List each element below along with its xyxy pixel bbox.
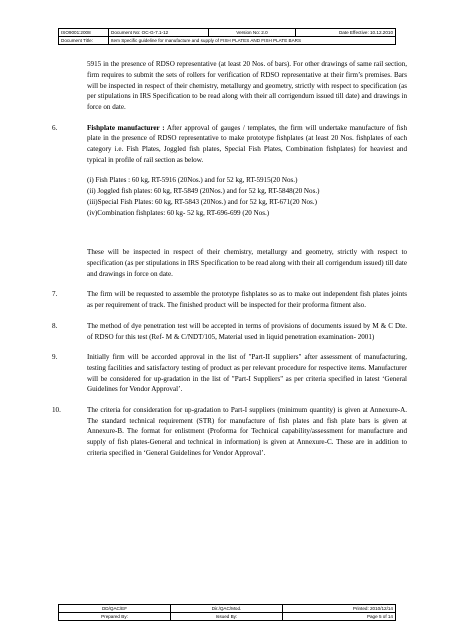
item-body: After approval of gauges / templates, the firm will undertake manufacture of fish plate in the presence of RDSO representative to make prototype fishplates (at least 20 Nos. fishplates of each category i.e. Fish Plates, Joggled fish plates, Special Fish Plates, Combination fishplates) for heaviest and typical in profile of rail section as below. (87, 123, 407, 164)
list-line: (i) Fish Plates : 60 kg, RT-5916 (20Nos.) and for 52 kg, RT-5915(20 Nos.) (87, 176, 298, 185)
item-text: Initially firm will be accorded approval in the list of "Part-II suppliers" after assessment of manufacturing, testing facilities and satisfactory testing of product as per relevant procedure for respective items. Manufacturer will be considered for up-gradation in the list of "Part-I Suppliers" as per criteria specified in latest ‘General Guidelines for Vendor Approval’. (87, 353, 407, 394)
item-text: The method of dye penetration test will be accepted in terms of provisions of documents issued by M & C Dte. of RDSO for this test (Ref- M & C/NDT/105, Material used in liquid penetration examination- 2001) (87, 321, 407, 341)
item-number: 8. (52, 321, 58, 330)
item-text: The criteria for consideration for up-gradation to Part-I suppliers (minimum quantity) is given at Annexure-A. The standard technical requirement (STR) for manufacture of fish plates and fish plate bars is given at Annexure-B. The format for enlistment (Proforma for Technical capability/assessment for manufacture and supply of fish plates-General and technical in information) is given at Annexure-C. These are in addition to criteria specified in ‘General Guidelines for Vendor Approval’. (87, 406, 407, 457)
list-item-7 (52, 289, 407, 310)
list-line: (iii)Special Fish Plates: 60 kg, RT-5843 (20Nos.) and for 52 kg, RT-671(20 Nos.) (87, 197, 317, 206)
document-number: Document No: OC-G-7.1-12 (109, 29, 209, 37)
item-number: 7. (52, 290, 58, 299)
list-item-9 (52, 352, 407, 395)
item-number: 10. (52, 406, 61, 415)
issued-by-label: Issued By: (171, 613, 283, 621)
document-title-label: Document Title: (59, 37, 109, 45)
document-footer (58, 604, 396, 621)
iso-standard: ISO9001:2008 (59, 29, 109, 37)
document-body (52, 52, 407, 459)
list-line: (ii) Joggled fish plates: 60 kg, RT-5849 (20Nos.) and for 52 kg, RT-5848(20 Nos.) (87, 187, 320, 196)
list-item-8 (52, 321, 407, 342)
inspection-paragraph: These will be inspected in respect of their chemistry, metallurgy and geometry, strictly with respect to specification (as per stipulations in IRS Specification to be read along with their all corrigendum issued) till date and drawings in force on date. (87, 248, 407, 278)
printed-date: Printed: 2010/12/14 (283, 605, 396, 613)
item-text (87, 123, 407, 166)
document-title: Item Specific guideline for manufacture and supply of FISH PLATES AND FISH PLATE BARS (109, 37, 396, 45)
version-number: Version No: 2.0 (209, 29, 296, 37)
document-header (58, 28, 396, 45)
page-number: Page 5 of 14 (283, 613, 396, 621)
item-heading: Fishplate manufacturer : (87, 123, 165, 132)
date-effective: Date Effective: 10.12.2010 (296, 29, 396, 37)
list-item-6 (52, 123, 407, 166)
intro-paragraph: 5915 in the presence of RDSO representative (at least 20 Nos. of bars). For other drawings of same rail section, firm requires to submit the sets of rollers for verification of RDSO representative at their firm’s premises. Bars will be inspected in respect of their chemistry, metallurgy and geometry, strictly with respect to specification (as per stipulations in IRS Specification to be read along with their all corrigendum issued till date) and drawings in force on date. (87, 60, 407, 111)
list-item-10 (52, 405, 407, 459)
issued-by-value: Dir./QAC/Mod. (171, 605, 283, 613)
item-number: 9. (52, 353, 58, 362)
list-line: (iv)Combination fishplates: 60 kg- 52 kg, RT-696-699 (20 Nos.) (87, 208, 270, 217)
item-text: The firm will be requested to assemble the prototype fishplates so as to make out independent fish plates joints as per requirement of track. The finished product will be inspected for their proforma fitment also. (87, 290, 407, 310)
prepared-by-label: Prepared By: (59, 613, 171, 621)
item-number: 6. (52, 123, 58, 132)
prepared-by-value: DD/QAC/EF (59, 605, 171, 613)
fishplate-list (87, 175, 407, 218)
